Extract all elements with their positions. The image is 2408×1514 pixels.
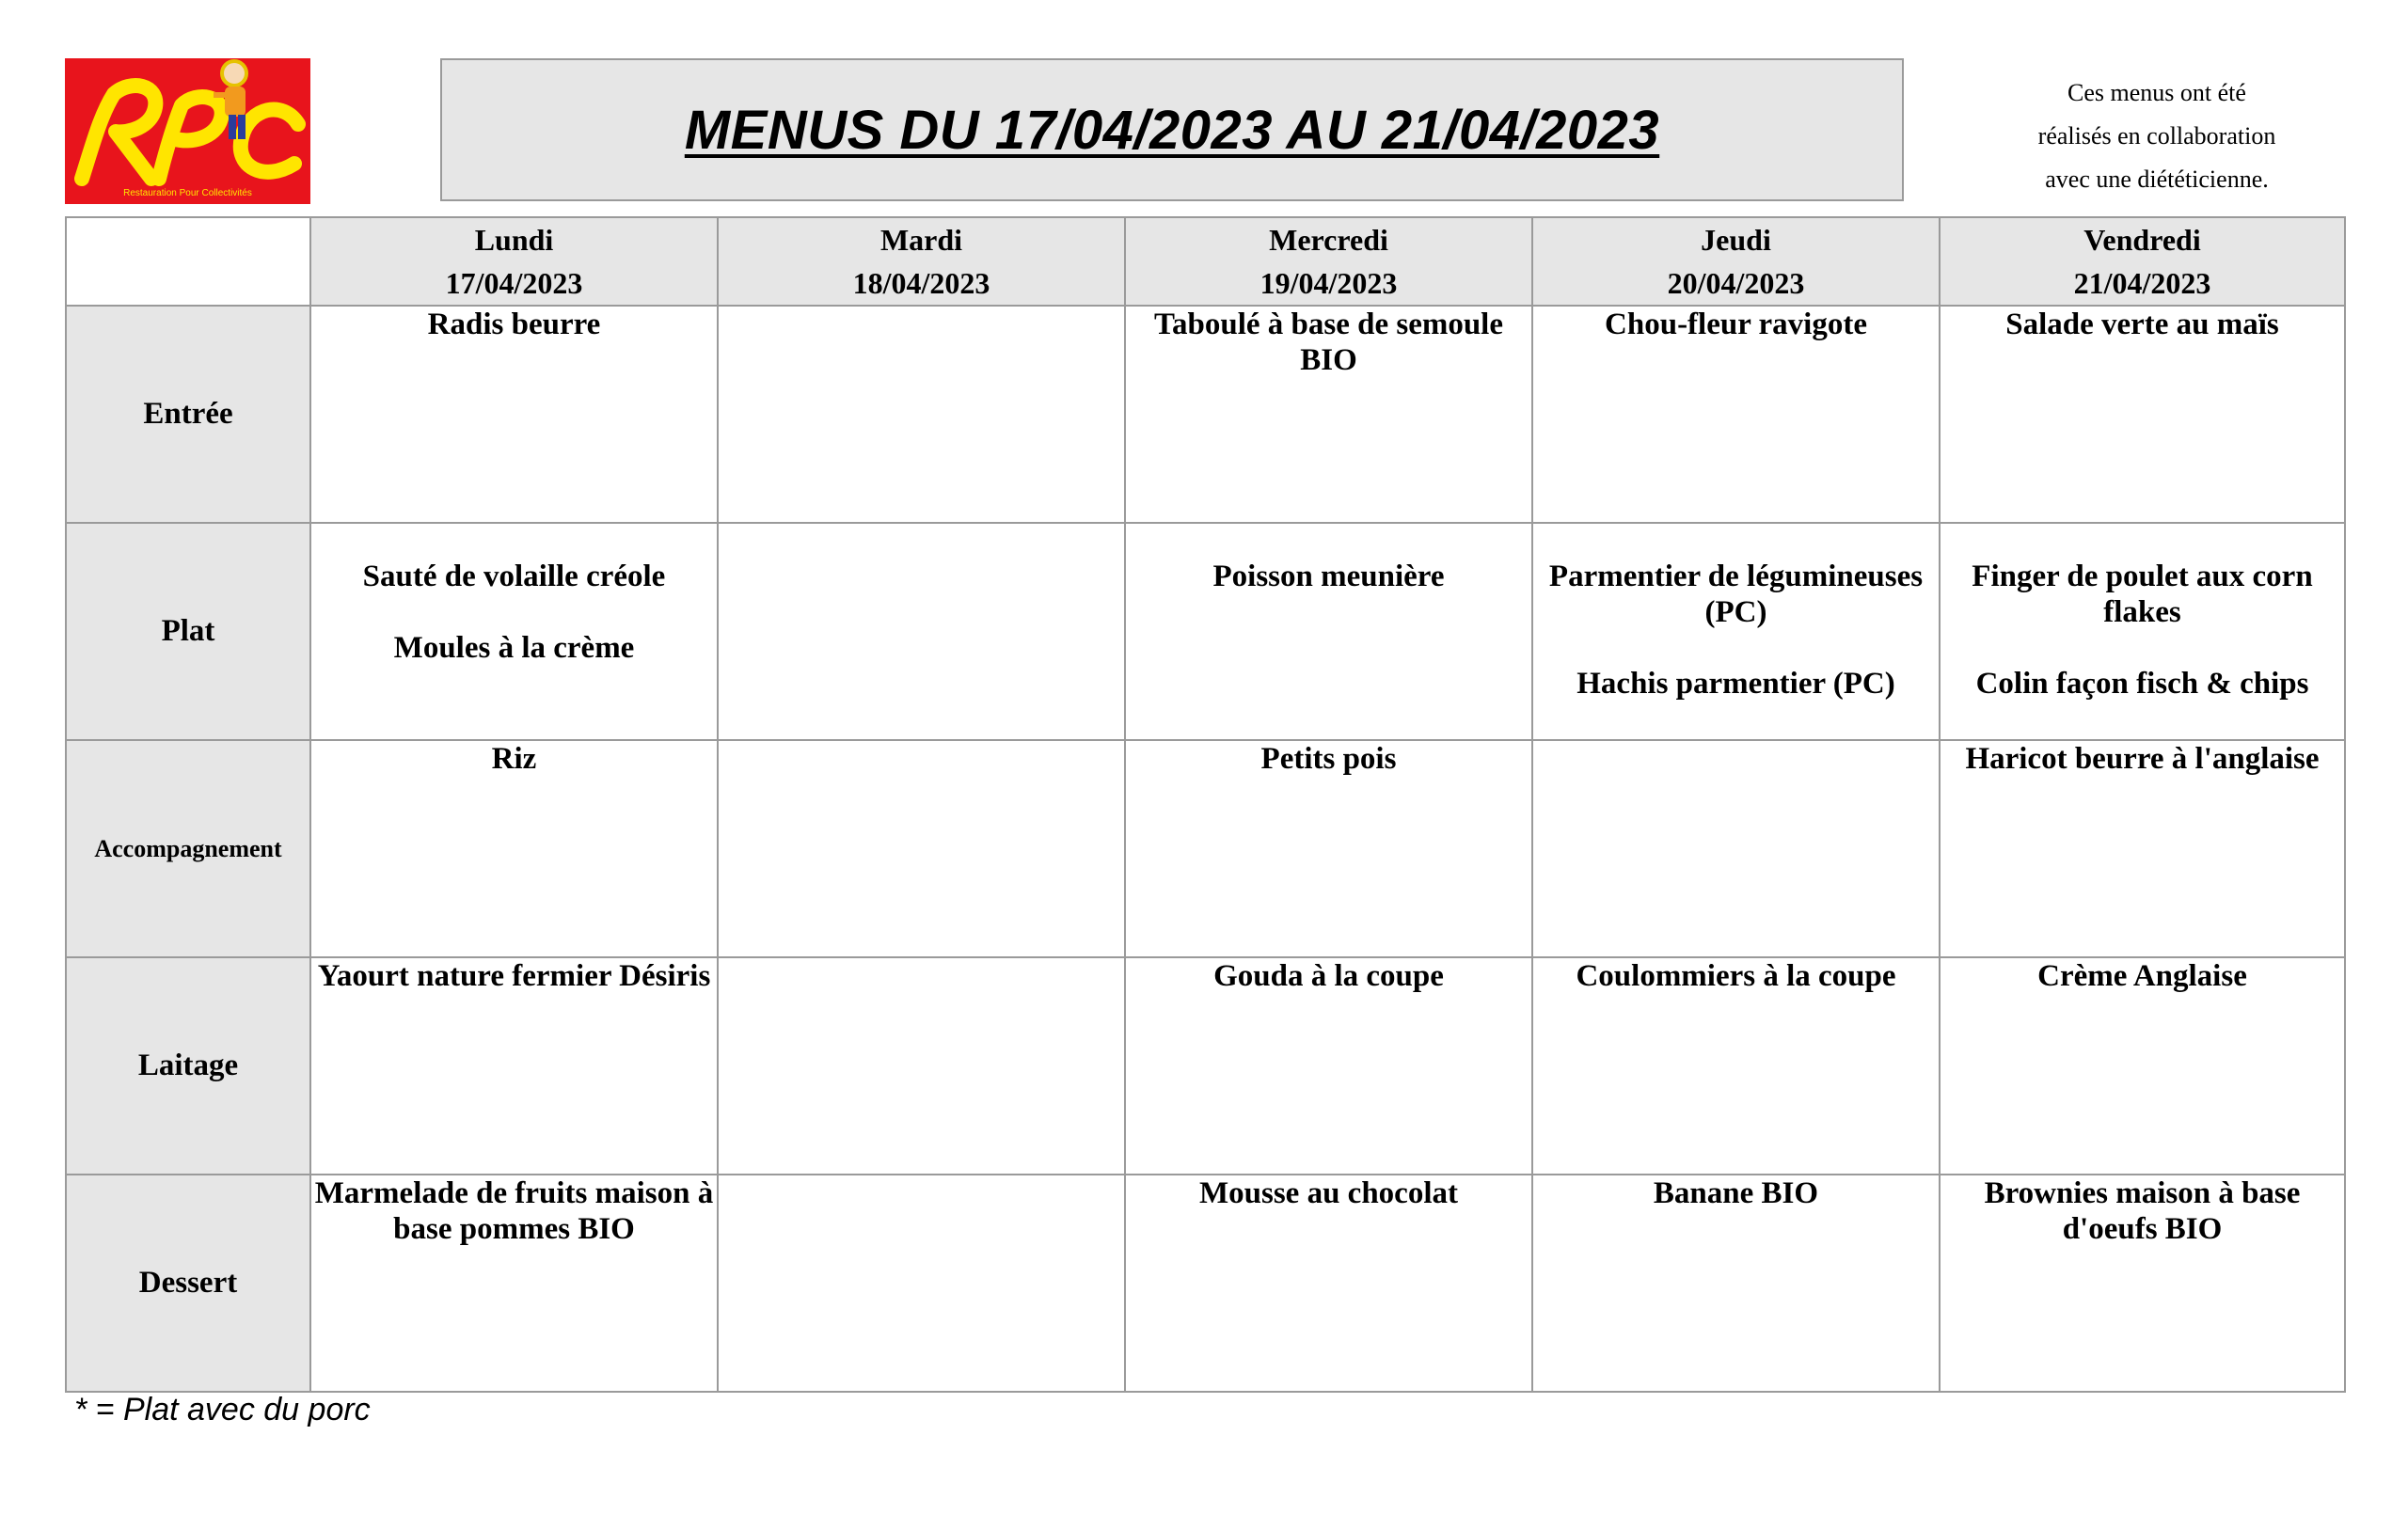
dish-name: Chou-fleur ravigote [1605,308,1867,341]
dish-name: Yaourt nature fermier Désiris [317,959,711,993]
day-date: 19/04/2023 [1259,266,1398,300]
day-name: Jeudi [1701,223,1771,257]
dietitian-note [1936,71,2378,201]
day-name: Vendredi [2083,223,2201,257]
menu-cell [1532,1175,1940,1392]
menu-cell [1532,523,1940,740]
menu-cell [1940,740,2345,957]
dish-name: Gouda à la coupe [1213,959,1444,993]
day-name: Mardi [879,223,963,257]
dish-name: Haricot beurre à l'anglaise [1965,742,2320,776]
day-name: Mercredi [1269,223,1388,257]
day-header-lundi [310,217,718,306]
note-line: réalisés en collaboration [2037,122,2276,150]
menu-cell [718,740,1125,957]
menu-cell [1532,740,1940,957]
menu-cell [1940,306,2345,523]
menu-row-entrée [66,306,2345,523]
dish-name: Poisson meunière [1212,560,1445,593]
dish-name: Colin façon fisch & chips [1975,667,2309,701]
menu-table [65,216,2346,1393]
day-header-vendredi [1940,217,2345,306]
day-header-mercredi [1125,217,1532,306]
menu-cell [1125,957,1532,1175]
menu-cell [718,306,1125,523]
day-date: 17/04/2023 [445,266,583,300]
day-date: 21/04/2023 [2073,266,2211,300]
dish-name: Moules à la crème [393,631,635,665]
menu-cell [310,740,718,957]
menu-cell [1940,523,2345,740]
menu-cell [1940,957,2345,1175]
title-banner [440,58,1904,201]
dish-name: Radis beurre [427,308,601,341]
logo-graphic [65,58,310,204]
note-line: Ces menus ont été [2067,79,2246,106]
menu-cell [310,306,718,523]
dish-name: Finger de poulet aux corn flakes [1972,560,2313,629]
menu-cell [310,523,718,740]
menu-cell [718,957,1125,1175]
row-label: Entrée [66,306,310,523]
dish-name: Marmelade de fruits maison à base pommes BIO [314,1176,714,1246]
menu-cell [1532,957,1940,1175]
row-label: Dessert [66,1175,310,1392]
day-name: Lundi [474,223,554,257]
logo-subtitle: Restauration Pour Collectivités [123,188,252,198]
dish-name: Brownies maison à base d'oeufs BIO [1984,1176,2301,1246]
menu-cell [310,957,718,1175]
dish-name: Sauté de volaille créole [362,560,666,593]
menu-row-laitage [66,957,2345,1175]
menu-cell [718,1175,1125,1392]
menu-cell [1125,740,1532,957]
row-label: Laitage [66,957,310,1175]
menu-cell [1125,1175,1532,1392]
day-header-jeudi [1532,217,1940,306]
pork-footnote: * = Plat avec du porc [74,1392,371,1427]
dish-name: Coulommiers à la coupe [1576,959,1896,993]
dish-name: Banane BIO [1653,1176,1819,1210]
menu-row-dessert [66,1175,2345,1392]
menu-cell [1940,1175,2345,1392]
dish-name: Parmentier de légumineuses (PC) [1548,560,1924,629]
menu-row-plat [66,523,2345,740]
dish-name: Hachis parmentier (PC) [1576,667,1895,701]
day-date: 18/04/2023 [852,266,990,300]
row-label: Plat [66,523,310,740]
corner-cell [66,217,310,306]
menu-cell [1125,523,1532,740]
day-header-mardi [718,217,1125,306]
rpc-logo [65,58,310,204]
dish-name: Petits pois [1260,742,1397,776]
day-date: 20/04/2023 [1667,266,1805,300]
day-header-row [66,217,2345,306]
row-label: Accompagnement [66,740,310,957]
menu-cell [1125,306,1532,523]
dish-name: Mousse au chocolat [1199,1176,1458,1210]
page-title: MENUS DU 17/04/2023 AU 21/04/2023 [684,99,1660,161]
menu-cell [718,523,1125,740]
dish-name: Taboulé à base de semoule BIO [1154,308,1503,377]
menu-cell [310,1175,718,1392]
menu-cell [1532,306,1940,523]
dish-name: Salade verte au maïs [2005,308,2279,341]
menu-row-accompagnement [66,740,2345,957]
dish-name: Crème Anglaise [2037,959,2247,993]
note-line: avec une diététicienne. [2045,166,2269,193]
dish-name: Riz [491,742,537,776]
